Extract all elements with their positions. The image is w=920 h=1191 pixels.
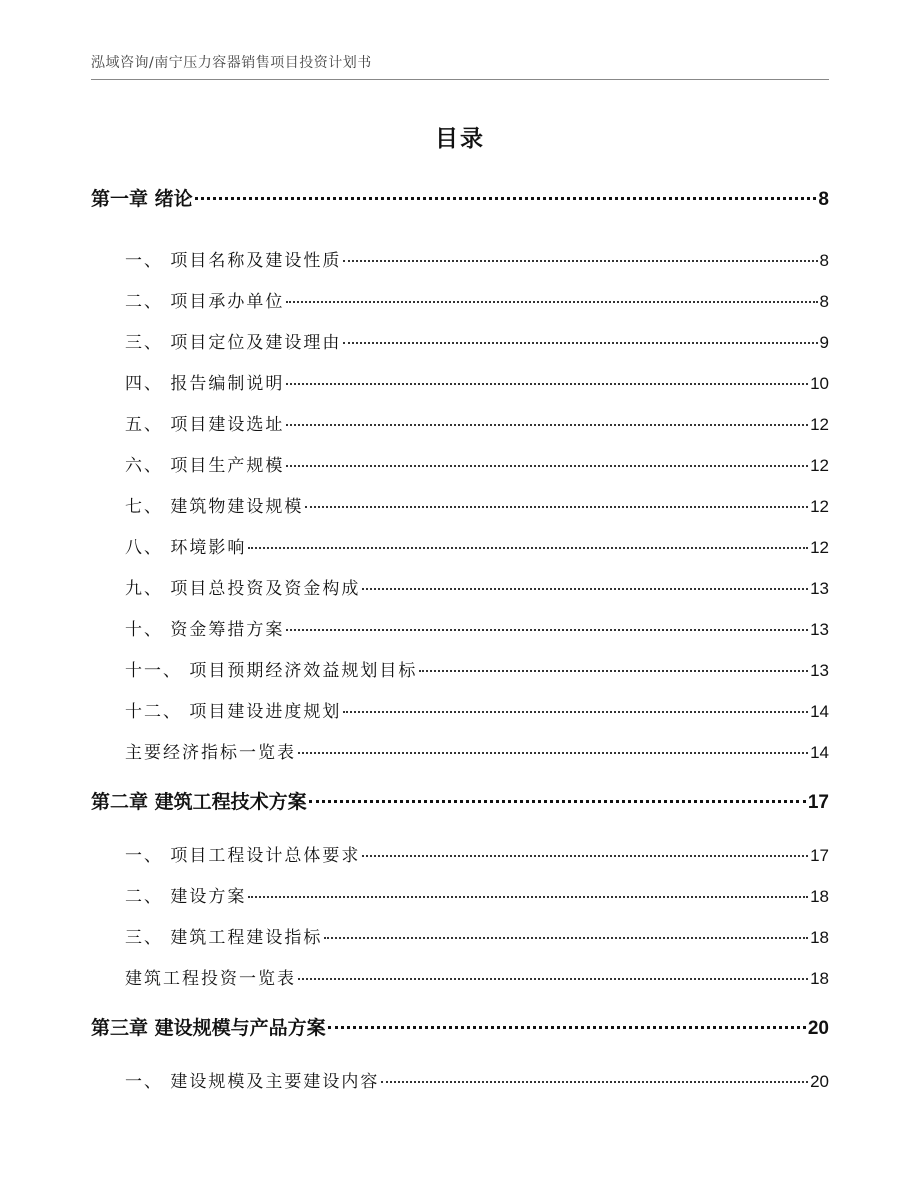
dot-leader — [343, 711, 808, 713]
toc-entry[interactable] — [91, 451, 829, 476]
toc-entry[interactable] — [91, 533, 829, 558]
toc-title: 目录 — [435, 126, 485, 152]
toc-entry-page: 8 — [818, 189, 829, 210]
toc-entry[interactable] — [91, 615, 829, 640]
toc-entry-page: 20 — [810, 1072, 829, 1091]
toc-entry-page: 10 — [810, 374, 829, 393]
toc-entry[interactable] — [91, 882, 829, 907]
dot-leader — [362, 855, 808, 857]
dot-leader — [298, 752, 808, 754]
toc-entry-label: 第二章 建筑工程技术方案 — [91, 791, 307, 813]
toc-entry-label: 主要经济指标一览表 — [125, 743, 296, 763]
dot-leader — [298, 978, 808, 980]
dot-leader — [343, 260, 817, 262]
toc-entry-page: 8 — [819, 292, 829, 311]
toc-entry-label: 五、 项目建设选址 — [125, 415, 285, 435]
toc-entry-page: 20 — [807, 1018, 829, 1039]
toc-entry[interactable] — [91, 246, 829, 271]
dot-leader — [309, 800, 806, 803]
toc-entry[interactable] — [91, 923, 829, 948]
running-header: 泓域咨询/南宁压力容器销售项目投资计划书 — [91, 55, 372, 71]
toc-entry-page: 13 — [810, 661, 829, 680]
toc-entry-page: 17 — [807, 792, 829, 813]
toc-entry-page: 13 — [810, 579, 829, 598]
toc-entry[interactable] — [91, 697, 829, 722]
toc-entry-page: 13 — [810, 620, 829, 639]
dot-leader — [286, 465, 808, 467]
toc-entry-label: 第三章 建设规模与产品方案 — [91, 1017, 326, 1039]
dot-leader — [343, 342, 817, 344]
toc-entry-label: 四、 报告编制说明 — [125, 374, 285, 394]
toc-chapter-2[interactable] — [91, 787, 829, 814]
toc-chapter-3[interactable] — [91, 1013, 829, 1040]
dot-leader — [362, 588, 808, 590]
toc-entry-page: 17 — [810, 846, 829, 865]
dot-leader — [286, 629, 808, 631]
toc-entry-page: 12 — [810, 538, 829, 557]
toc-entry-label: 二、 建设方案 — [125, 887, 247, 907]
dot-leader — [195, 197, 817, 200]
toc-entry-page: 12 — [810, 497, 829, 516]
toc-entry[interactable] — [91, 328, 829, 353]
dot-leader — [286, 301, 817, 303]
toc-entry-page: 12 — [810, 456, 829, 475]
toc-entry[interactable] — [91, 574, 829, 599]
toc-entry[interactable] — [91, 841, 829, 866]
toc-entry-label: 三、 建筑工程建设指标 — [125, 928, 323, 948]
toc-entry-label: 九、 项目总投资及资金构成 — [125, 579, 361, 599]
dot-leader — [248, 547, 808, 549]
toc-entry[interactable] — [91, 738, 829, 763]
toc-entry-page: 18 — [810, 887, 829, 906]
toc-entry[interactable] — [91, 369, 829, 394]
toc-entry-page: 14 — [810, 702, 829, 721]
toc-entry-label: 三、 项目定位及建设理由 — [125, 333, 342, 353]
toc-entry-page: 18 — [810, 928, 829, 947]
toc-entry-label: 一、 项目名称及建设性质 — [125, 251, 342, 271]
dot-leader — [328, 1026, 806, 1029]
toc-entry-label: 十一、 项目预期经济效益规划目标 — [125, 661, 418, 681]
toc-entry[interactable] — [91, 964, 829, 989]
toc-entry-label: 七、 建筑物建设规模 — [125, 497, 304, 517]
toc-entry[interactable] — [91, 410, 829, 435]
toc-entry-page: 18 — [810, 969, 829, 988]
toc-entry-page: 12 — [810, 415, 829, 434]
dot-leader — [381, 1081, 808, 1083]
toc-entry-label: 二、 项目承办单位 — [125, 292, 285, 312]
toc-entry[interactable] — [91, 1067, 829, 1092]
toc-entry-label: 建筑工程投资一览表 — [125, 969, 296, 989]
toc-entry-page: 8 — [819, 251, 829, 270]
toc-entry-label: 一、 建设规模及主要建设内容 — [125, 1072, 380, 1092]
toc-entry[interactable] — [91, 287, 829, 312]
dot-leader — [248, 896, 808, 898]
dot-leader — [324, 937, 808, 939]
dot-leader — [286, 424, 808, 426]
toc-entry-label: 八、 环境影响 — [125, 538, 247, 558]
dot-leader — [286, 383, 808, 385]
toc-entry-label: 第一章 绪论 — [91, 188, 193, 210]
dot-leader — [305, 506, 808, 508]
toc-entry-label: 十二、 项目建设进度规划 — [125, 702, 342, 722]
dot-leader — [419, 670, 808, 672]
toc-entry-page: 14 — [810, 743, 829, 762]
toc-entry-label: 十、 资金筹措方案 — [125, 620, 285, 640]
table-of-contents — [91, 0, 829, 1191]
toc-entry-page: 9 — [819, 333, 829, 352]
toc-entry[interactable] — [91, 656, 829, 681]
toc-entry[interactable] — [91, 492, 829, 517]
toc-entry-label: 六、 项目生产规模 — [125, 456, 285, 476]
toc-chapter-1[interactable] — [91, 184, 829, 211]
toc-entry-label: 一、 项目工程设计总体要求 — [125, 846, 361, 866]
